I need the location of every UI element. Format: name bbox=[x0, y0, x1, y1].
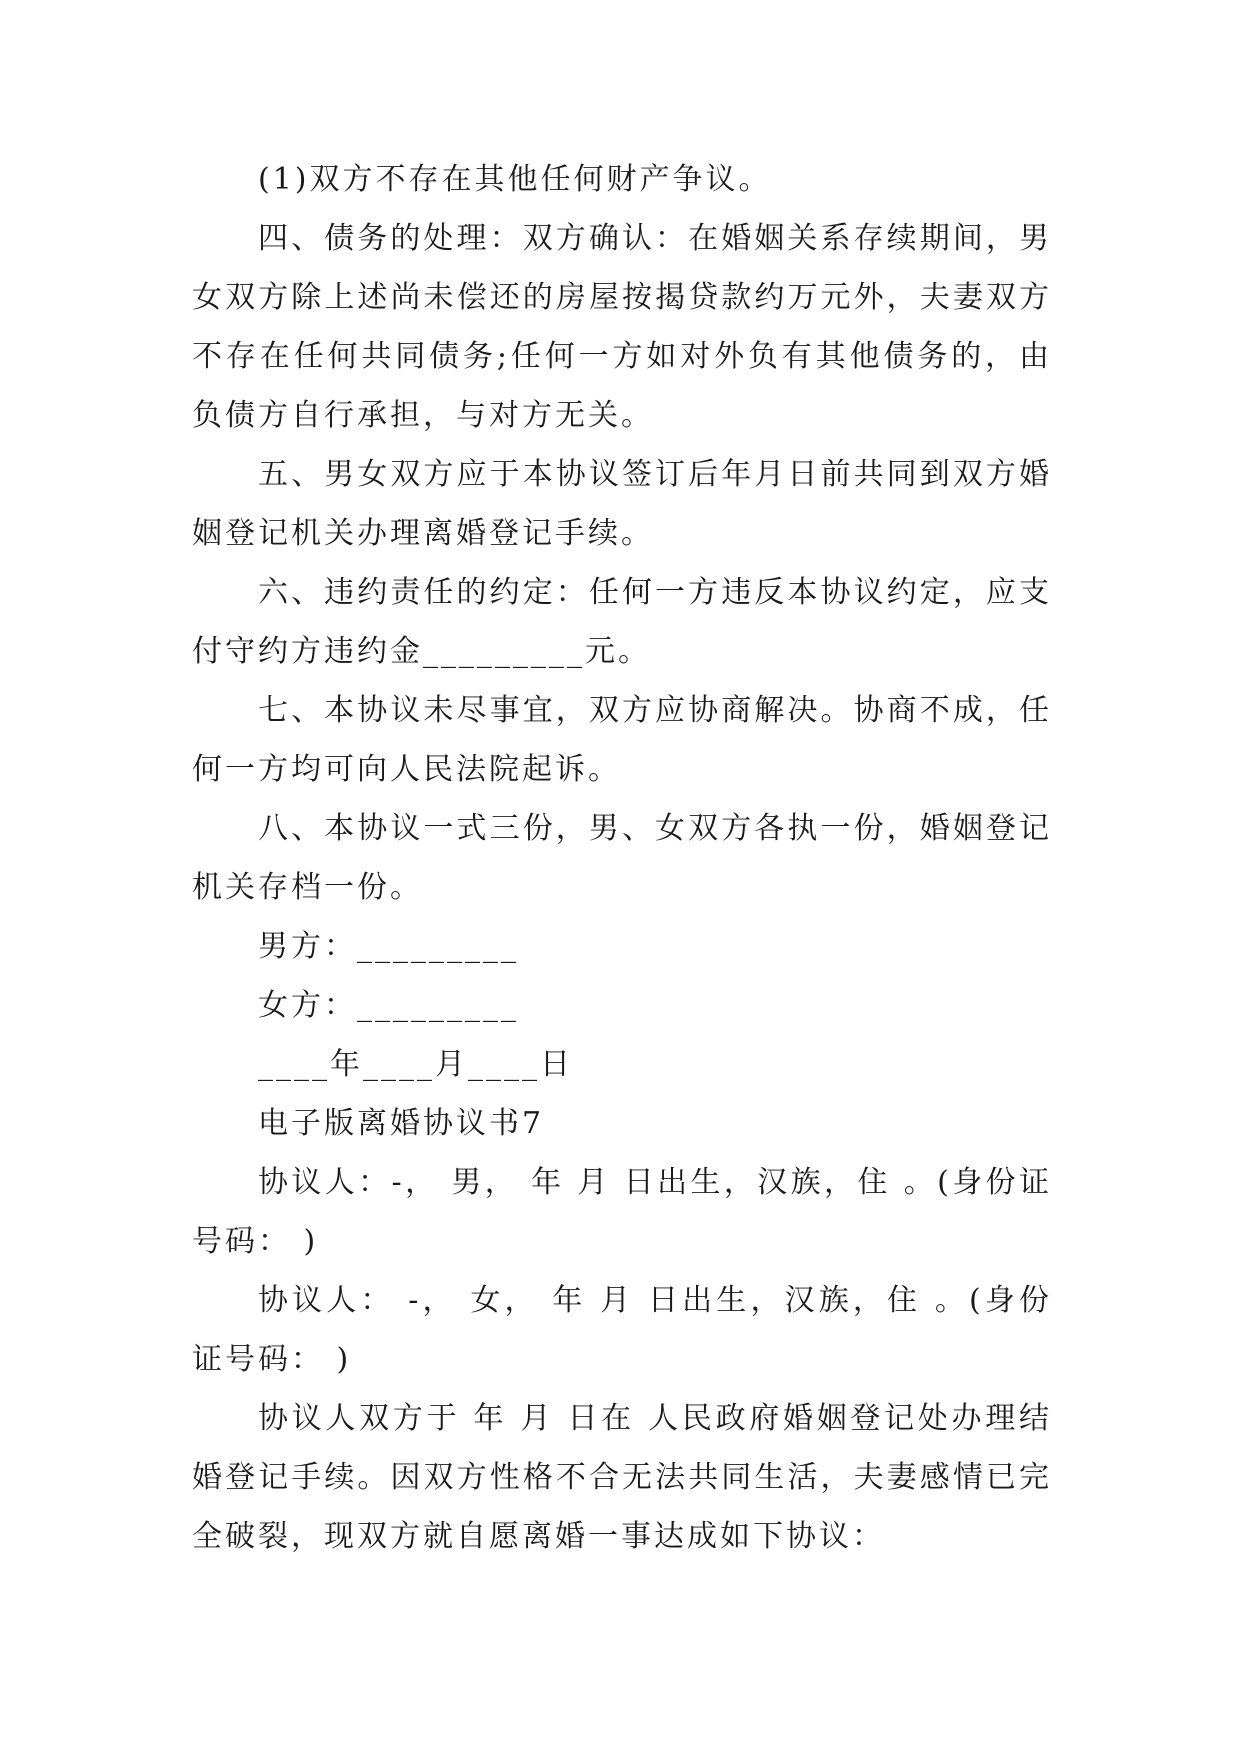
signature-female: 女方：_________ bbox=[258, 988, 519, 1023]
paragraph-copies: 八、本协议一式三份，男、女双方各执一份，婚姻登记机关存档一份。 bbox=[192, 811, 1052, 905]
paragraph-unresolved-matters: 七、本协议未尽事宜，双方应协商解决。协商不成，任何一方均可向人民法院起诉。 bbox=[192, 693, 1052, 787]
paragraph-marriage-background: 协议人双方于 年 月 日在 人民政府婚姻登记处办理结婚登记手续。因双方性格不合无法共同生活，夫妻感情已完全破裂，现双方就自愿离婚一事达成如下协议： bbox=[192, 1401, 1052, 1554]
signature-date: ____年____月____日 bbox=[258, 1047, 573, 1082]
signature-male: 男方：_________ bbox=[258, 929, 519, 964]
section-title: 电子版离婚协议书7 bbox=[258, 1106, 545, 1141]
paragraph-breach-liability: 六、违约责任的约定：任何一方违反本协议约定，应支付守约方违约金_________元。 bbox=[192, 575, 1052, 669]
paragraph-divorce-registration: 五、男女双方应于本协议签订后年月日前共同到双方婚姻登记机关办理离婚登记手续。 bbox=[192, 457, 1052, 551]
paragraph-no-property-dispute: (1)双方不存在其他任何财产争议。 bbox=[258, 162, 772, 197]
document-body bbox=[192, 150, 1052, 1566]
party-female-info: 协议人： -， 女， 年 月 日出生，汉族，住 。(身份证号码： ) bbox=[192, 1283, 1052, 1377]
paragraph-debt-handling: 四、债务的处理：双方确认：在婚姻关系存续期间，男女双方除上述尚未偿还的房屋按揭贷款约万元外，夫妻双方不存在任何共同债务;任何一方如对外负有其他债务的，由负债方自行承担，与对方无关。 bbox=[192, 221, 1052, 433]
party-male-info: 协议人：-， 男， 年 月 日出生，汉族，住 。(身份证号码： ) bbox=[192, 1165, 1052, 1259]
